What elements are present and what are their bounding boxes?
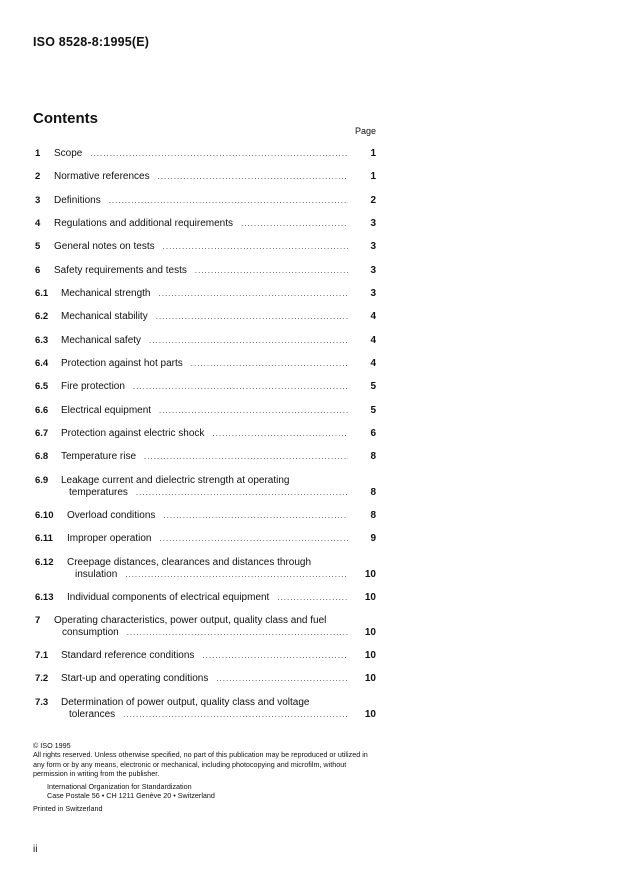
- toc-entry-title: Safety requirements and tests: [54, 265, 187, 276]
- toc-entry-page: 8: [370, 487, 376, 498]
- toc-entry[interactable]: [35, 241, 376, 255]
- toc-entry[interactable]: [35, 673, 376, 687]
- toc-entry-page: 10: [364, 650, 376, 661]
- toc-entry-page: 3: [370, 241, 376, 252]
- toc-entry-number: 3: [35, 195, 41, 206]
- leader-dots: [195, 266, 348, 275]
- toc-entry-number: 6.6: [35, 405, 49, 416]
- toc-entry-title: Regulations and additional requirements: [54, 218, 234, 229]
- toc-entry[interactable]: [35, 381, 376, 395]
- toc-entry-title: Protection against hot parts: [61, 358, 183, 369]
- toc-entry-number: 6.5: [35, 381, 49, 392]
- toc-entry-title: Overload conditions: [67, 510, 156, 521]
- leader-dots: [163, 511, 348, 520]
- leader-dots: [158, 172, 348, 181]
- toc-entry-title: Scope: [54, 148, 83, 159]
- toc-entry[interactable]: [35, 650, 376, 664]
- toc-entry-title: General notes on tests: [54, 241, 155, 252]
- leader-dots: [191, 359, 348, 368]
- toc-entry-number: 6.11: [35, 533, 53, 544]
- page-number: ii: [33, 844, 38, 855]
- toc-entry-title-continued: consumption: [62, 627, 119, 638]
- toc-entry[interactable]: [35, 475, 376, 498]
- toc-entry[interactable]: [35, 195, 376, 209]
- toc-entry-title-continued: tolerances: [69, 709, 116, 720]
- toc-entry-title: Fire protection: [61, 381, 125, 392]
- toc-entry-number: 6.4: [35, 358, 49, 369]
- leader-dots: [160, 534, 349, 543]
- copyright-notice: [33, 741, 378, 814]
- toc-entry-page: 6: [370, 428, 376, 439]
- leader-dots: [163, 242, 348, 251]
- toc-entry-page: 4: [370, 311, 376, 322]
- leader-dots: [144, 452, 348, 461]
- toc-entry[interactable]: [35, 218, 376, 232]
- toc-entry-number: 6.3: [35, 335, 49, 346]
- toc-entry-page: 9: [370, 533, 376, 544]
- leader-dots: [159, 289, 349, 298]
- toc-entry[interactable]: [35, 288, 376, 302]
- leader-dots: [202, 651, 348, 660]
- toc-entry-title: Temperature rise: [61, 451, 137, 462]
- toc-entry-number: 6.8: [35, 451, 49, 462]
- leader-dots: [156, 312, 348, 321]
- toc-entry-page: 5: [370, 381, 376, 392]
- toc-entry[interactable]: [35, 697, 376, 720]
- toc-entry-number: 2: [35, 171, 41, 182]
- leader-dots: [109, 196, 348, 205]
- rights-statement: All rights reserved. Unless otherwise specified, no part of this publication may be reproduced or utilized in any form or by any means, electronic or mechanical, including photocopying and microfilm, without permission in writing from the publisher.: [33, 750, 368, 779]
- toc-entry-title: Creepage distances, clearances and distances through: [67, 557, 312, 568]
- organization-address: Case Postale 56 • CH 1211 Genève 20 • Switzerland: [47, 791, 215, 801]
- leader-dots: [136, 488, 348, 497]
- toc-entry[interactable]: [35, 265, 376, 279]
- toc-entry-title-continued: insulation: [75, 569, 118, 580]
- toc-entry[interactable]: [35, 428, 376, 442]
- toc-entry-title: Operating characteristics, power output, quality class and fuel: [54, 615, 327, 626]
- toc-entry[interactable]: [35, 171, 376, 185]
- toc-entry-number: 7: [35, 615, 41, 626]
- toc-entry-title: Leakage current and dielectric strength at operating: [61, 475, 290, 486]
- contents-heading: Contents: [33, 110, 98, 127]
- toc-entry-title: Start-up and operating conditions: [61, 673, 209, 684]
- toc-entry-title: Mechanical safety: [61, 335, 142, 346]
- toc-entry-page: 4: [370, 335, 376, 346]
- leader-dots: [90, 149, 348, 158]
- toc-entry-title: Protection against electric shock: [61, 428, 205, 439]
- toc-entry-page: 2: [370, 195, 376, 206]
- toc-entry[interactable]: [35, 358, 376, 372]
- leader-dots: [127, 628, 348, 637]
- toc-entry[interactable]: [35, 592, 376, 606]
- leader-dots: [241, 219, 348, 228]
- toc-entry-number: 6.12: [35, 557, 54, 568]
- toc-entry-title: Electrical equipment: [61, 405, 152, 416]
- toc-entry-page: 3: [370, 265, 376, 276]
- leader-dots: [133, 382, 348, 391]
- leader-dots: [212, 429, 348, 438]
- toc-entry-page: 5: [370, 405, 376, 416]
- toc-entry[interactable]: [35, 510, 376, 524]
- copyright-line: © ISO 1995: [33, 741, 71, 750]
- toc-entry-page: 8: [370, 510, 376, 521]
- toc-entry[interactable]: [35, 615, 376, 638]
- toc-entry-page: 1: [370, 148, 376, 159]
- leader-dots: [277, 593, 348, 602]
- toc-entry-page: 8: [370, 451, 376, 462]
- toc-entry[interactable]: [35, 451, 376, 465]
- toc-entry-title: Normative references: [54, 171, 150, 182]
- toc-entry-number: 6.2: [35, 311, 49, 322]
- toc-entry-number: 6.13: [35, 592, 54, 603]
- toc-entry-number: 7.2: [35, 673, 49, 684]
- toc-entry-page: 4: [370, 358, 376, 369]
- toc-entry-title-continued: temperatures: [69, 487, 128, 498]
- page-column-label: Page: [355, 126, 377, 136]
- toc-entry-title: Standard reference conditions: [61, 650, 195, 661]
- leader-dots: [216, 674, 348, 683]
- leader-dots: [159, 406, 348, 415]
- toc-entry-page: 10: [364, 709, 376, 720]
- toc-entry[interactable]: [35, 557, 376, 580]
- toc-entry-page: 10: [364, 673, 376, 684]
- toc-entry[interactable]: [35, 335, 376, 349]
- toc-entry-number: 6.7: [35, 428, 49, 439]
- toc-entry-title: Improper operation: [67, 533, 152, 544]
- toc-entry-number: 6.10: [35, 510, 54, 521]
- toc-entry-number: 1: [35, 148, 41, 159]
- toc-entry-number: 5: [35, 241, 41, 252]
- toc-entry-page: 1: [370, 171, 376, 182]
- leader-dots: [123, 710, 348, 719]
- toc-entry-page: 10: [364, 627, 376, 638]
- toc-entry-number: 4: [35, 218, 41, 229]
- toc-entry-title: Individual components of electrical equipment: [67, 592, 270, 603]
- printed-in: Printed in Switzerland: [33, 804, 103, 814]
- toc-entry-number: 6.1: [35, 288, 49, 299]
- toc-entry-page: 3: [370, 288, 376, 299]
- leader-dots: [125, 570, 348, 579]
- toc-entry-title: Mechanical stability: [61, 311, 148, 322]
- toc-entry[interactable]: [35, 533, 376, 547]
- toc-entry-number: 7.1: [35, 650, 49, 661]
- toc-entry-number: 6: [35, 265, 41, 276]
- toc-entry-title: Mechanical strength: [61, 288, 151, 299]
- toc-entry-title: Determination of power output, quality class and voltage: [61, 697, 310, 708]
- toc-entry-number: 6.9: [35, 475, 49, 486]
- toc-entry-page: 3: [370, 218, 376, 229]
- toc-entry-title: Definitions: [54, 195, 101, 206]
- toc-entry-page: 10: [364, 592, 376, 603]
- leader-dots: [149, 336, 348, 345]
- document-id: ISO 8528-8:1995(E): [33, 35, 150, 49]
- toc-entry[interactable]: [35, 405, 376, 419]
- toc-entry-page: 10: [364, 569, 376, 580]
- toc-entry[interactable]: [35, 311, 376, 325]
- toc-entry-number: 7.3: [35, 697, 49, 708]
- toc-entry[interactable]: [35, 148, 376, 162]
- organization-name: International Organization for Standardization: [47, 781, 192, 791]
